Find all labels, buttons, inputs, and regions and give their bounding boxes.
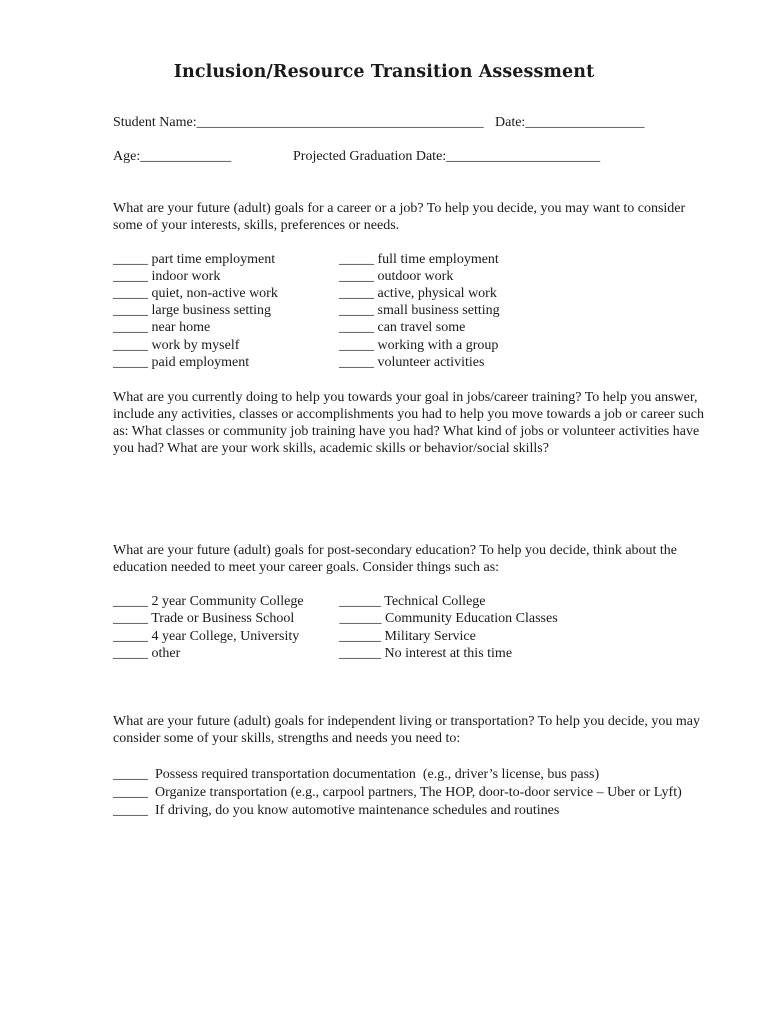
career-option-small-business[interactable]: _____ small business setting bbox=[339, 303, 500, 318]
career-option-large-business[interactable]: _____ large business setting bbox=[113, 303, 272, 318]
graduation-date-field[interactable]: Projected Graduation Date:______________________ bbox=[293, 149, 601, 164]
career-option-quiet[interactable]: _____ quiet, non-active work bbox=[113, 286, 278, 301]
current-question-line-3: as: What classes or community job training have you had? What kind of jobs or volunteer activities have bbox=[113, 424, 700, 439]
current-question-line-2: include any activities, classes or accomplishments you had to help you move towards a job or career such bbox=[113, 407, 704, 422]
career-option-part-time[interactable]: _____ part time employment bbox=[113, 252, 276, 267]
education-question-line-2: education needed to meet your career goals. Consider things such as: bbox=[113, 560, 500, 575]
career-option-paid[interactable]: _____ paid employment bbox=[113, 355, 250, 370]
career-option-active[interactable]: _____ active, physical work bbox=[339, 286, 497, 301]
education-option-community-college[interactable]: _____ 2 year Community College bbox=[113, 594, 304, 609]
current-question-line-4: you had? What are your work skills, academic skills or behavior/social skills? bbox=[113, 441, 549, 456]
career-option-work-myself[interactable]: _____ work by myself bbox=[113, 338, 240, 353]
education-option-military[interactable]: ______ Military Service bbox=[339, 629, 476, 644]
career-option-travel[interactable]: _____ can travel some bbox=[339, 320, 466, 335]
living-option-maintenance[interactable]: _____ If driving, do you know automotive maintenance schedules and routines bbox=[113, 803, 560, 818]
education-question-line-1: What are your future (adult) goals for post-secondary education? To help you decide, think about the bbox=[113, 543, 678, 558]
education-option-4-year[interactable]: _____ 4 year College, University bbox=[113, 629, 300, 644]
education-option-technical[interactable]: ______ Technical College bbox=[339, 594, 486, 609]
living-option-organize-transport[interactable]: _____ Organize transportation (e.g., carpool partners, The HOP, door-to-door service – Uber or Lyft) bbox=[113, 785, 682, 800]
student-name-field[interactable]: Student Name:_________________________________________ bbox=[113, 115, 484, 130]
current-question-line-1: What are you currently doing to help you towards your goal in jobs/career training? To help you answer, bbox=[113, 390, 698, 405]
career-question-line-2: some of your interests, skills, preferences or needs. bbox=[113, 218, 400, 233]
age-field[interactable]: Age:_____________ bbox=[113, 149, 232, 164]
living-option-documentation[interactable]: _____ Possess required transportation documentation (e.g., driver’s license, bus pass) bbox=[113, 767, 600, 782]
date-field[interactable]: Date:_________________ bbox=[495, 115, 645, 130]
education-option-no-interest[interactable]: ______ No interest at this time bbox=[339, 646, 513, 661]
career-option-indoor[interactable]: _____ indoor work bbox=[113, 269, 221, 284]
education-option-trade-school[interactable]: _____ Trade or Business School bbox=[113, 611, 295, 626]
career-option-full-time[interactable]: _____ full time employment bbox=[339, 252, 499, 267]
career-option-volunteer[interactable]: _____ volunteer activities bbox=[339, 355, 485, 370]
career-option-near-home[interactable]: _____ near home bbox=[113, 320, 211, 335]
education-option-other[interactable]: _____ other bbox=[113, 646, 181, 661]
career-option-group[interactable]: _____ working with a group bbox=[339, 338, 499, 353]
career-option-outdoor[interactable]: _____ outdoor work bbox=[339, 269, 454, 284]
career-question-line-1: What are your future (adult) goals for a career or a job? To help you decide, you may want to consider bbox=[113, 201, 686, 216]
living-question-line-2: consider some of your skills, strengths and needs you need to: bbox=[113, 731, 461, 746]
living-question-line-1: What are your future (adult) goals for independent living or transportation? To help you decide, you may bbox=[113, 714, 700, 729]
page-title: Inclusion/Resource Transition Assessment bbox=[173, 62, 595, 82]
education-option-community-ed[interactable]: ______ Community Education Classes bbox=[336, 611, 558, 626]
